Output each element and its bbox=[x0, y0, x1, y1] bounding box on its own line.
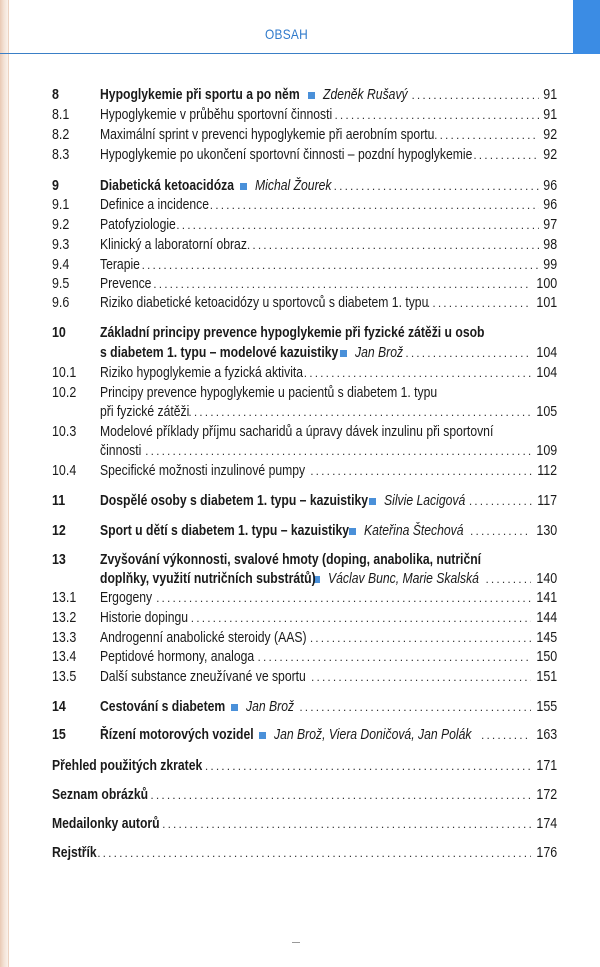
toc-section-8-3[interactable] bbox=[52, 146, 557, 165]
dot-leader bbox=[299, 698, 530, 717]
author-bullet-icon bbox=[308, 92, 315, 99]
chapter-author: Václav Bunc, Marie Skalská bbox=[327, 571, 479, 587]
back-matter-title: Přehled použitých zkratek bbox=[52, 758, 203, 774]
section-number: 8.3 bbox=[52, 147, 70, 163]
dot-leader bbox=[469, 492, 532, 511]
page-number: 99 bbox=[543, 257, 557, 273]
page-number: 100 bbox=[536, 276, 557, 292]
gutter-edge bbox=[8, 0, 9, 967]
page-number: 97 bbox=[543, 217, 557, 233]
dot-leader bbox=[311, 668, 531, 687]
toc-section-13-1[interactable] bbox=[52, 589, 557, 608]
chapter-title-line-1: Základní principy prevence hypoglykemie při fyzické zátěži u osob bbox=[100, 325, 485, 341]
chapter-title: Diabetická ketoacidóza bbox=[100, 178, 235, 194]
section-number: 10.1 bbox=[52, 365, 77, 381]
page-number: 140 bbox=[536, 571, 557, 587]
toc-chapter-10-cont[interactable] bbox=[52, 344, 557, 363]
dot-leader bbox=[191, 609, 531, 628]
page-number: 96 bbox=[543, 178, 557, 194]
author-bullet-icon bbox=[259, 732, 266, 739]
section-title: Terapie bbox=[100, 257, 140, 273]
section-title: Peptidové hormony, analoga bbox=[100, 649, 255, 665]
chapter-author: Kateřina Štechová bbox=[363, 523, 464, 539]
dot-leader bbox=[153, 275, 531, 294]
toc-section-8-2[interactable] bbox=[52, 126, 557, 145]
dot-leader bbox=[400, 344, 531, 363]
page-number: 101 bbox=[536, 295, 557, 311]
dot-leader bbox=[162, 815, 531, 834]
toc-section-10-3[interactable] bbox=[52, 423, 557, 442]
page-number: 92 bbox=[543, 127, 557, 143]
toc-section-9-6[interactable] bbox=[52, 294, 557, 313]
dot-leader bbox=[434, 126, 539, 145]
section-number: 13.3 bbox=[52, 630, 77, 646]
chapter-number: 14 bbox=[52, 699, 66, 715]
chapter-title: Řízení motorových vozidel bbox=[100, 727, 254, 743]
section-number: 9.6 bbox=[52, 295, 70, 311]
dot-leader bbox=[485, 570, 530, 589]
section-title-line-2: činnosti bbox=[100, 443, 142, 459]
dot-leader bbox=[310, 462, 532, 481]
section-number: 13.4 bbox=[52, 649, 77, 665]
page-number: 104 bbox=[536, 365, 557, 381]
toc-section-10-4[interactable] bbox=[52, 462, 557, 481]
section-number: 8.1 bbox=[52, 107, 70, 123]
toc-chapter-8[interactable] bbox=[52, 86, 557, 105]
chapter-number: 11 bbox=[52, 493, 66, 509]
chapter-title: Cestování s diabetem bbox=[100, 699, 226, 715]
page-header bbox=[0, 0, 573, 53]
page-number: 130 bbox=[536, 523, 557, 539]
chapter-title: Hypoglykemie při sportu a po něm bbox=[100, 87, 300, 103]
dot-leader bbox=[97, 844, 531, 863]
toc-chapter-9[interactable] bbox=[52, 177, 557, 196]
author-bullet-icon bbox=[349, 528, 356, 535]
dot-leader bbox=[247, 236, 539, 255]
chapter-number: 10 bbox=[52, 325, 66, 341]
page-number: 91 bbox=[543, 107, 557, 123]
section-title: Hypoglykemie po ukončení sportovní činnosti – pozdní hypoglykemie bbox=[100, 147, 473, 163]
page-number: 91 bbox=[543, 87, 557, 103]
page-number: 141 bbox=[536, 590, 557, 606]
dot-leader bbox=[258, 648, 531, 667]
chapter-author: Jan Brož bbox=[246, 699, 295, 715]
section-number: 9.2 bbox=[52, 217, 70, 233]
dot-leader bbox=[481, 726, 531, 745]
page-number: 176 bbox=[536, 845, 557, 861]
chapter-author: Michal Žourek bbox=[254, 178, 332, 194]
section-title: Ergogeny bbox=[100, 590, 153, 606]
chapter-number: 9 bbox=[52, 178, 59, 194]
chapter-author: Silvie Lacigová bbox=[384, 493, 466, 509]
page-number: 109 bbox=[536, 443, 557, 459]
section-number: 9.4 bbox=[52, 257, 70, 273]
section-number: 13.5 bbox=[52, 669, 77, 685]
page-number: 151 bbox=[536, 669, 557, 685]
toc-back-matter-abbreviations[interactable] bbox=[52, 757, 557, 776]
dot-leader bbox=[473, 146, 539, 165]
section-title: Patofyziologie bbox=[100, 217, 176, 233]
section-title-line-1: Principy prevence hypoglykemie u pacientů s diabetem 1. typu bbox=[100, 385, 438, 401]
toc-chapter-15[interactable] bbox=[52, 726, 557, 745]
dot-leader bbox=[334, 177, 539, 196]
dot-leader bbox=[156, 589, 531, 608]
chapter-number: 8 bbox=[52, 87, 59, 103]
section-number: 10.3 bbox=[52, 424, 77, 440]
page-number: 145 bbox=[536, 630, 557, 646]
dot-leader bbox=[176, 216, 539, 235]
chapter-title: Sport u dětí s diabetem 1. typu – kazuistiky bbox=[100, 523, 350, 539]
toc-chapter-12[interactable] bbox=[52, 522, 557, 541]
dot-leader bbox=[210, 196, 539, 215]
dot-leader bbox=[304, 364, 531, 383]
dot-leader bbox=[205, 757, 531, 776]
section-title: Specifické možnosti inzulinové pumpy bbox=[100, 463, 306, 479]
toc-section-10-2-cont[interactable] bbox=[52, 403, 557, 422]
toc-section-10-2[interactable] bbox=[52, 384, 557, 403]
section-title: Historie dopingu bbox=[100, 610, 189, 626]
toc-back-matter-figures[interactable] bbox=[52, 786, 557, 805]
dot-leader bbox=[470, 522, 531, 541]
toc-section-9-4[interactable] bbox=[52, 256, 557, 275]
section-number: 9.5 bbox=[52, 276, 70, 292]
page-number: 105 bbox=[536, 404, 557, 420]
chapter-number: 15 bbox=[52, 727, 66, 743]
chapter-number: 12 bbox=[52, 523, 66, 539]
section-title: Hypoglykemie v průběhu sportovní činnosti bbox=[100, 107, 333, 123]
dot-leader bbox=[142, 256, 539, 275]
page-mark bbox=[292, 942, 300, 943]
page-number: 171 bbox=[536, 758, 557, 774]
chapter-title: Dospělé osoby s diabetem 1. typu – kazuistiky bbox=[100, 493, 369, 509]
section-title: Prevence bbox=[100, 276, 152, 292]
toc-section-13-4[interactable] bbox=[52, 648, 557, 667]
toc-chapter-13[interactable] bbox=[52, 551, 557, 570]
chapter-title-line-2: doplňky, využití nutričních substrátů) bbox=[100, 571, 316, 587]
section-number: 9.3 bbox=[52, 237, 70, 253]
toc-section-10-3-cont[interactable] bbox=[52, 442, 557, 461]
chapter-author: Jan Brož, Viera Doničová, Jan Polák bbox=[273, 727, 472, 743]
chapter-author: Zdeněk Rušavý bbox=[322, 87, 408, 103]
toc-section-9-5[interactable] bbox=[52, 275, 557, 294]
back-matter-title: Medailonky autorů bbox=[52, 816, 160, 832]
author-bullet-icon bbox=[369, 498, 376, 505]
section-title-line-2: při fyzické zátěži bbox=[100, 404, 190, 420]
toc-section-13-3[interactable] bbox=[52, 629, 557, 648]
author-bullet-icon bbox=[231, 704, 238, 711]
toc-section-13-5[interactable] bbox=[52, 668, 557, 687]
section-number: 13.1 bbox=[52, 590, 77, 606]
dot-leader bbox=[188, 403, 530, 422]
page-number: 98 bbox=[543, 237, 557, 253]
chapter-author: Jan Brož bbox=[354, 345, 403, 361]
toc-chapter-10[interactable] bbox=[52, 324, 557, 343]
section-title: Maximální sprint v prevenci hypoglykemie při aerobním sportu bbox=[100, 127, 435, 143]
toc-chapter-11[interactable] bbox=[52, 492, 557, 511]
section-title: Riziko hypoglykemie a fyzická aktivita bbox=[100, 365, 304, 381]
section-title: Klinický a laboratorní obraz bbox=[100, 237, 247, 253]
toc-section-9-1[interactable] bbox=[52, 196, 557, 215]
toc-back-matter-authors[interactable] bbox=[52, 815, 557, 834]
section-title: Riziko diabetické ketoacidózy u sportovců s diabetem 1. typu bbox=[100, 295, 429, 311]
dot-leader bbox=[310, 629, 531, 648]
chapter-tab-marker bbox=[573, 0, 600, 54]
page-number: 112 bbox=[537, 463, 557, 479]
toc-section-13-2[interactable] bbox=[52, 609, 557, 628]
dot-leader bbox=[145, 442, 531, 461]
author-bullet-icon bbox=[340, 350, 347, 357]
page-number: 150 bbox=[536, 649, 557, 665]
page-title: OBSAH bbox=[265, 26, 308, 42]
page-number: 117 bbox=[537, 493, 557, 509]
header-divider bbox=[0, 53, 573, 54]
section-title: Definice a incidence bbox=[100, 197, 210, 213]
dot-leader bbox=[411, 86, 538, 105]
dot-leader bbox=[150, 786, 530, 805]
section-title: Další substance zneužívané ve sportu bbox=[100, 669, 306, 685]
chapter-number: 13 bbox=[52, 552, 66, 568]
section-title: Androgenní anabolické steroidy (AAS) bbox=[100, 630, 307, 646]
author-bullet-icon bbox=[240, 183, 247, 190]
toc-section-9-3[interactable] bbox=[52, 236, 557, 255]
page-number: 155 bbox=[536, 699, 557, 715]
page-number: 172 bbox=[536, 787, 557, 803]
section-number: 13.2 bbox=[52, 610, 77, 626]
chapter-title-line-1: Zvyšování výkonnosti, svalové hmoty (doping, anabolika, nutriční bbox=[100, 552, 482, 568]
page-number: 92 bbox=[543, 147, 557, 163]
section-number: 8.2 bbox=[52, 127, 70, 143]
toc-chapter-14[interactable] bbox=[52, 698, 557, 717]
dot-leader bbox=[427, 294, 531, 313]
section-number: 10.4 bbox=[52, 463, 77, 479]
section-title-line-1: Modelové příklady příjmu sacharidů a úpravy dávek inzulinu při sportovní bbox=[100, 424, 494, 440]
toc-section-8-1[interactable] bbox=[52, 106, 557, 125]
page-number: 174 bbox=[536, 816, 557, 832]
toc-back-matter-index[interactable] bbox=[52, 844, 557, 863]
page-number: 104 bbox=[536, 345, 557, 361]
toc-section-9-2[interactable] bbox=[52, 216, 557, 235]
section-number: 10.2 bbox=[52, 385, 77, 401]
page-number: 163 bbox=[536, 727, 557, 743]
chapter-title-line-2: s diabetem 1. typu – modelové kazuistiky bbox=[100, 345, 339, 361]
toc-section-10-1[interactable] bbox=[52, 364, 557, 383]
toc-chapter-13-cont[interactable] bbox=[52, 570, 557, 589]
page-number: 96 bbox=[543, 197, 557, 213]
section-number: 9.1 bbox=[52, 197, 70, 213]
dot-leader bbox=[334, 106, 538, 125]
back-matter-title: Rejstřík bbox=[52, 845, 97, 861]
page-number: 144 bbox=[536, 610, 557, 626]
back-matter-title: Seznam obrázků bbox=[52, 787, 149, 803]
